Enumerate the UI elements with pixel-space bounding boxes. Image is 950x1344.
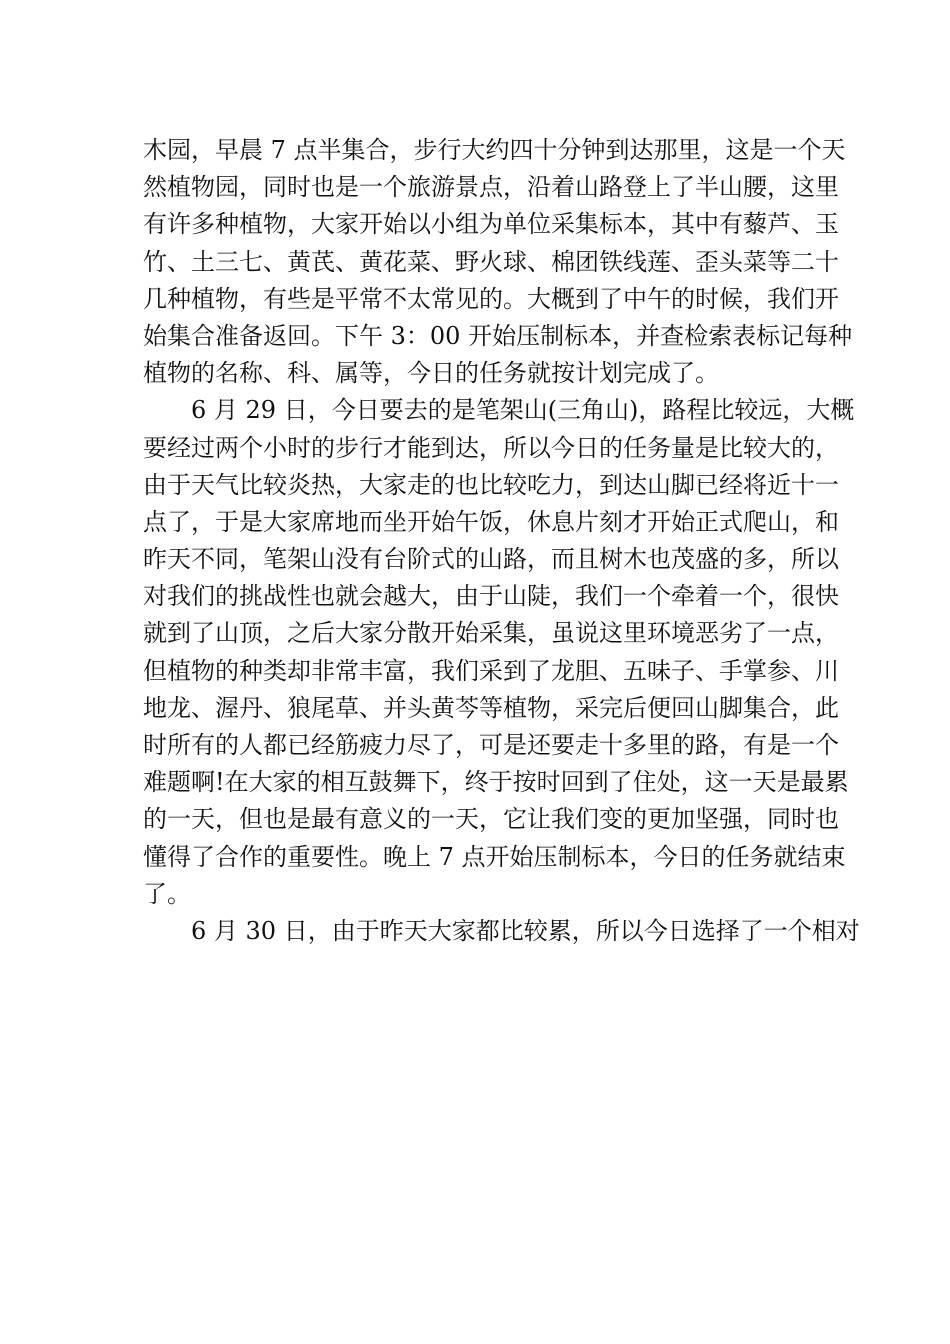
text-line: 对我们的挑战性也就会越大，由于山陡，我们一个牵着一个，很快 [143, 582, 839, 611]
text-line: 难题啊!在大家的相互鼓舞下，终于按时回到了住处，这一天是最累 [143, 768, 849, 797]
paragraph-2 [143, 392, 855, 913]
text-line: 了。 [143, 879, 191, 908]
text-line: 的一天，但也是最有意义的一天，它让我们变的更加坚强，同时也 [143, 805, 839, 834]
text-line: 就到了山顶，之后大家分散开始采集，虽说这里环境恶劣了一点， [143, 619, 839, 648]
text-line: 然植物园，同时也是一个旅游景点，沿着山路登上了半山腰，这里 [143, 173, 839, 202]
text-line: 有许多种植物，大家开始以小组为单位采集标本，其中有藜芦、玉 [143, 210, 839, 239]
text-line: 始集合准备返回。下午 3：00 开始压制标本，并查检索表标记每种 [143, 321, 853, 350]
text-line: 植物的名称、科、属等，今日的任务就按计划完成了。 [143, 359, 719, 388]
text-line: 竹、土三七、黄芪、黄花菜、野火球、棉团铁线莲、歪头菜等二十 [143, 247, 839, 276]
text-line: 但植物的种类却非常丰富，我们采到了龙胆、五味子、手掌参、川 [143, 656, 839, 685]
text-line: 6 月 29 日，今日要去的是笔架山(三角山)，路程比较远，大概 [191, 396, 855, 425]
text-line: 要经过两个小时的步行才能到达，所以今日的任务量是比较大的， [143, 433, 839, 462]
text-line: 几种植物，有些是平常不太常见的。大概到了中午的时候，我们开 [143, 284, 839, 313]
text-line: 木园，早晨 7 点半集合，步行大约四十分钟到达那里，这是一个天 [143, 136, 846, 164]
paragraph-3 [143, 913, 860, 950]
document-body [143, 132, 860, 950]
text-line: 地龙、渥丹、狼尾草、并头黄芩等植物，采完后便回山脚集合，此 [143, 693, 839, 722]
text-line: 昨天不同，笔架山没有台阶式的山路，而且树木也茂盛的多，所以 [143, 545, 839, 574]
text-line: 点了，于是大家席地而坐开始午饭，休息片刻才开始正式爬山，和 [143, 507, 839, 536]
text-line: 6 月 30 日，由于昨天大家都比较累，所以今日选择了一个相对 [191, 916, 860, 945]
paragraph-1 [143, 132, 853, 392]
text-line: 懂得了合作的重要性。晚上 7 点开始压制标本，今日的任务就结束 [143, 842, 846, 871]
text-line: 由于天气比较炎热，大家走的也比较吃力，到达山脚已经将近十一 [143, 470, 839, 499]
text-line: 时所有的人都已经筋疲力尽了，可是还要走十多里的路，有是一个 [143, 731, 839, 759]
